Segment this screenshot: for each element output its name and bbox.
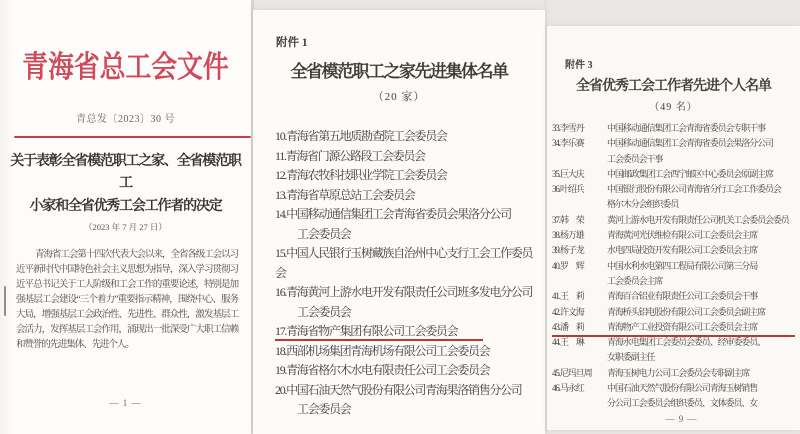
scan-artifact-mark: [4, 286, 6, 316]
page-left-cover: [0, 0, 251, 434]
attachment-3-count: （49 名）: [649, 102, 698, 113]
attachment-1-label: 附件 1: [276, 37, 308, 49]
list-item: 44.王 琳 青海水电集团工会委员会委员、经审委委员、 女职委副主任: [552, 337, 766, 363]
list-item: 13.青海省草原总站工会委员会: [275, 187, 415, 202]
list-item-red-underlined: 17.青海省物产集团有限公司工会委员会: [275, 322, 533, 342]
list-item: 33.李雪丹 中国移动通信集团工会青海省委员会专职干事: [552, 123, 766, 133]
list-item: 20.中国石油天然气股份有限公司青海果洛销售分公司 工会委员会: [275, 382, 522, 416]
document-date: （2023 年 7 月 27 日）: [84, 222, 167, 233]
model-collectives-list: [275, 127, 533, 420]
list-item: 42.许文海 青海桥头铝电股份有限公司工会委员会副主席: [552, 306, 766, 317]
list-item: 16.青海黄河上游水电开发有限责任公司班多发电分公司 工会委员会: [275, 285, 533, 319]
red-rule: [14, 136, 251, 138]
list-item: 45.尼玛旦周 青海玉树电力公司工会委员会专职副主席: [552, 367, 750, 378]
list-item: 19.青海省格尔木水电有限责任公司工会委员会: [275, 363, 490, 377]
attachment-1-title: 全省模范职工之家先进集体名单: [290, 62, 508, 81]
list-item: 11.青海省门源公路段工会委员会: [275, 148, 425, 163]
list-item: 37.韩 荣 黄河上游水电开发有限责任公司机关工会委员会委员: [552, 214, 789, 225]
list-item: 39.杨子龙 水电四局投资开发有限公司工会委员会主席: [552, 245, 758, 256]
document-title-line2: 小家和全省优秀工会工作者的决定: [29, 198, 222, 214]
doc-number: 青总发〔2023〕30 号: [76, 114, 175, 125]
list-item: 14.中国移动通信集团工会青海省委员会果洛分公司 工会委员会: [275, 207, 511, 241]
page-number-left: — 1 —: [109, 398, 142, 408]
page-number-right: — 9 —: [665, 414, 698, 424]
list-item: 18.西部机场集团青海机场有限公司工会委员会: [275, 343, 490, 358]
list-item: 40.罗 辉 中国水利水电第四工程局有限公司第三分局 工会委员会主席: [552, 260, 758, 286]
list-item: 15.中国人民银行玉树藏族自治州中心支行工会工作委员会: [275, 246, 533, 280]
list-item: 36.叶绍兵 中国银行股份有限公司青海省分行工会工作委员会 格尔木分会组织委员: [552, 184, 781, 210]
document-title: [6, 151, 245, 218]
page-attachment-3: [547, 26, 800, 430]
page-attachment-1: [253, 10, 545, 434]
list-item: 35.巨大庆 中国邮政集团工会西宁邮区中心委员会原副主席: [552, 168, 773, 179]
list-item: 10.青海省第五地质勘查院工会委员会: [275, 129, 447, 143]
list-item: 34.李乐赛 中国移动通信集团工会青海省委员会果洛分公司 工会委员会干事: [552, 138, 773, 164]
outstanding-workers-list: [552, 121, 795, 412]
body-paragraph: 青海省工会第十四次代表大会以来，全省各级工会以习近平新时代中国特色社会主义思想为指导，深入学习贯彻习近平总书记关于工人阶级和工会工作的重要论述，特别是加强基层工会建设“三个着力”重要指示精神，围绕中心、服务大局，增强基层工会政治性、先进性、群众性，激发基层工会活力，发挥基层工会作用，涌现出一批深受广大职工信赖和赞誉的先进集体、先进个人。: [16, 250, 238, 351]
document-title-line1: 关于表彰全省模范职工之家、全省模范职工: [10, 154, 241, 192]
attachment-3-title: 全省优秀工会工作者先进个人名单: [576, 79, 771, 94]
attachment-1-count: （20 家）: [372, 91, 426, 103]
list-item: 38.杨万雄 青海黄河光伏维检有限公司工会委员会主席: [552, 230, 758, 241]
attachment-3-label: 附件 3: [565, 60, 593, 71]
list-item: 46.马永红 中国石油天然气股份有限公司青海玉树销售 分公司工会委员会组织委员、文体委员、女: [552, 383, 758, 409]
list-item-red-underlined: 43.潘 莉 青海物产工业投资有限公司工会委员会主席: [552, 320, 795, 337]
list-item: 12.青海农牧科技职业学院工会委员会: [275, 168, 447, 182]
list-item: 41.王 莉 青海百合铝业有限责任公司工会委员会干事: [552, 291, 758, 302]
red-header-title: 青海省总工会文件: [22, 51, 229, 84]
